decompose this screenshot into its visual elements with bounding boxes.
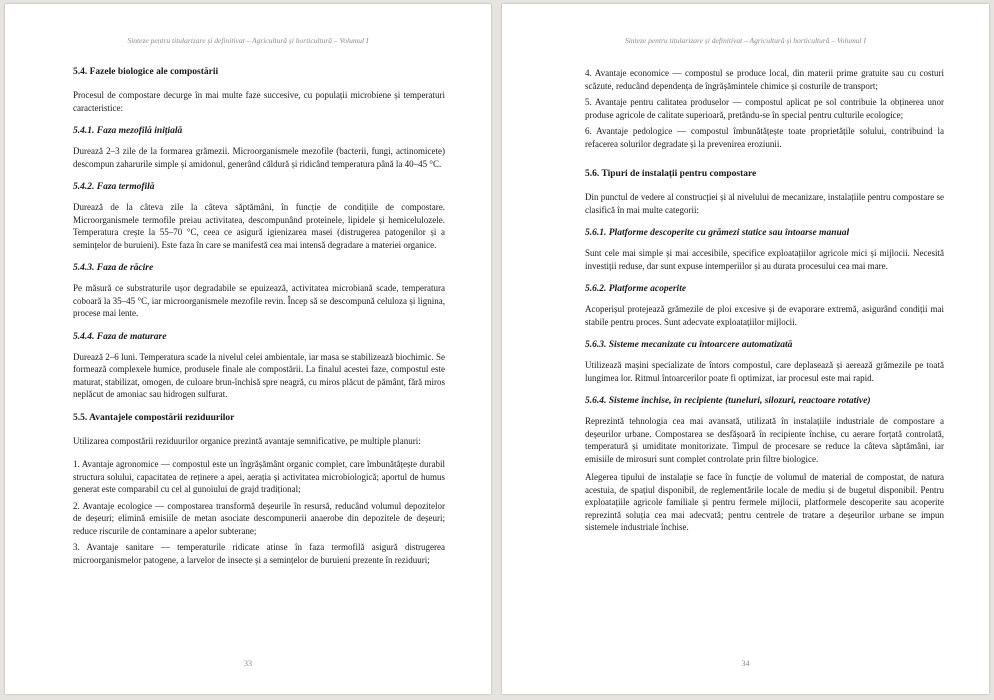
paragraph: Durează 2–6 luni. Temperatura scade la nivelul celei ambientale, iar masa se stabilizează biochimic. Se formează complexele humice, produsele finale ale compostării. La finalul acestei faze, compostul este maturat, stabilizat, omogen, de culoare brun-închisă spre neagră, cu miros plăcut de pământ, fără miros neplăcut de amoniac sau hidrogen sulfurat. [73,351,445,399]
list-item-text: 2. Avantaje ecologice — compostarea transformă deșeurile în resursă, reducând volumul depozitelor de deșeuri; elimină emisiile de metan asociate descompunerii anaerobe din depozitele de deșeuri; reduce riscurile de contaminare a apelor subterane; [73,500,445,536]
running-header: Sinteze pentru titularizare și definitivat – Agricultură și horticultură – Volumul I [127,36,369,45]
paragraph: Procesul de compostare decurge în mai multe faze succesive, cu populații microbiene și temperaturi caracteristice: [73,90,445,113]
paragraph: Reprezintă tehnologia cea mai avansată, utilizată în instalațiile industriale de compostare a deșeurilor urbane. Compostarea se desfășoară în recipiente închise, cu aerare forțată controlată, temperatură și umiditate monitorizate. Timpul de procesare se reduce la câteva săptămâni, iar emisiile de mirosuri sunt complet controlate prin filtre biologice. [585,416,944,464]
paragraph: Acoperișul protejează grămezile de ploi excesive și de evaporare extremă, asigurând condiții mai stabile pentru proces. Sunt adecvate exploatațiilor mijlocii. [585,304,944,327]
list-item [73,458,445,496]
advantages-list-continued [585,67,944,150]
list-item [73,541,445,566]
list-item [585,125,944,150]
list-item-text: 5. Avantaje pentru calitatea produselor — compostul aplicat pe sol contribuie la obținerea unor produse agricole de calitate superioară, pretându-se în special pentru culturile ecologice; [585,97,944,120]
subsection-heading: 5.6.2. Platforme acoperite [585,284,687,294]
document-page-left [5,4,491,694]
running-header: Sinteze pentru titularizare și definitivat – Agricultură și horticultură – Volumul I [624,36,867,45]
paragraph: Pe măsură ce substraturile ușor degradabile se epuizează, activitatea microbiană scade, temperatura coboară la 35–45 °C, iar microorganismele mezofile revin. Încep să se descompună celuloza și lignina, procese mai lente. [73,283,445,318]
list-item [73,500,445,538]
subsection-heading: 5.6.1. Platforme descoperite cu grămezi statice sau întoarse manual [585,228,850,238]
subsection-heading: 5.4.1. Faza mezofilă inițială [73,126,183,136]
list-item-text: 6. Avantaje pedologice — compostul îmbunătățește toate proprietățile solului, contribuind la refacerea solurilor degradate și la prevenirea eroziunii. [585,126,944,149]
section-heading: 5.6. Tipuri de instalații pentru compostare [585,169,757,179]
paragraph: Alegerea tipului de instalație se face în funcție de volumul de material de compostat, de natura acestuia, de spațiul disponibil, de reglementările locale de mediu și de bugetul disponibil. Pentru exploatațiile agricole familiale și pentru fermele mijlocii, platformele descoperite sau acoperite reprezintă soluția cea mai adecvată; pentru centrele de tratare a deșeurilor urbane se impun sistemele industriale închise. [585,472,944,532]
page-number: 33 [244,659,252,668]
paragraph: Utilizarea compostării reziduurilor organice prezintă avantaje semnificative, pe multiple planuri: [73,435,421,446]
paragraph: Durează de la câteva zile la câteva săptămâni, în funcție de condițiile de compostare. Microorganismele termofile preiau activitatea, descompunând proteinele, lipidele și hemicelulozele. Temperatura crește la 55–70 °C, ceea ce asigură igienizarea masei (distrugerea patogenilor și a semințelor de buruieni). Este faza în care se manifestă cea mai intensă degradare a materiei organice. [73,202,445,250]
advantages-list [73,458,445,566]
document-page-right [502,4,989,694]
list-item-text: 3. Avantaje sanitare — temperaturile ridicate atinse în faza termofilă asigură distrugerea microorganismelor patogene, a larvelor de insecte și a semințelor de buruieni prezente în reziduuri; [73,542,445,565]
subsection-heading: 5.6.3. Sisteme mecanizate cu întoarcere automatizată [585,340,793,350]
paragraph: Utilizează mașini specializate de întors compostul, care deplasează și aerează grămezile pe toată lungimea lor. Ritmul întoarcerilor poate fi optimizat, iar procesul este mai rapid. [585,360,944,383]
subsection-heading: 5.4.3. Faza de răcire [73,263,154,273]
paragraph: Durează 2–3 zile de la formarea grămezii. Microorganismele mezofile (bacterii, fungi, actinomicete) descompun zaharurile simple și amidonul, generând căldură și ridicând temperatura până la 40–45 °C. [73,146,445,169]
page-content [73,66,445,570]
subsection-heading: 5.6.4. Sisteme închise, în recipiente (tuneluri, silozuri, reactoare rotative) [585,396,871,406]
list-item [585,96,944,121]
list-item [585,67,944,92]
page-number: 34 [741,659,750,668]
paragraph: Sunt cele mai simple și mai accesibile, specifice exploatațiilor agricole mici și mijlocii. Necesită investiții reduse, dar sunt expuse intemperiilor și au durata procesului cea mai mare. [585,248,944,271]
page-content [585,67,944,545]
section-heading: 5.5. Avantajele compostării reziduurilor [73,412,235,423]
section-heading: 5.4. Fazele biologice ale compostării [73,67,219,77]
list-item-text: 1. Avantaje agronomice — compostul este un îngrășământ organic complet, care îmbunătățește durabil structura solului, capacitatea de reținere a apei, aerația și activitatea microbiologică; aportul de humus generat este comparabil cu cel al gunoiului de grajd tradițional; [73,459,445,494]
subsection-heading: 5.4.2. Faza termofilă [73,182,155,192]
subsection-heading: 5.4.4. Faza de maturare [73,331,167,342]
list-item-text: 4. Avantaje economice — compostul se produce local, din materii prime gratuite sau cu costuri scăzute, reducând dependența de îngrășămintele chimice și costurile de transport; [585,68,944,91]
paragraph: Din punctul de vedere al construcției și al nivelului de mecanizare, instalațiile pentru compostare se clasifică în mai multe categorii: [585,192,944,215]
